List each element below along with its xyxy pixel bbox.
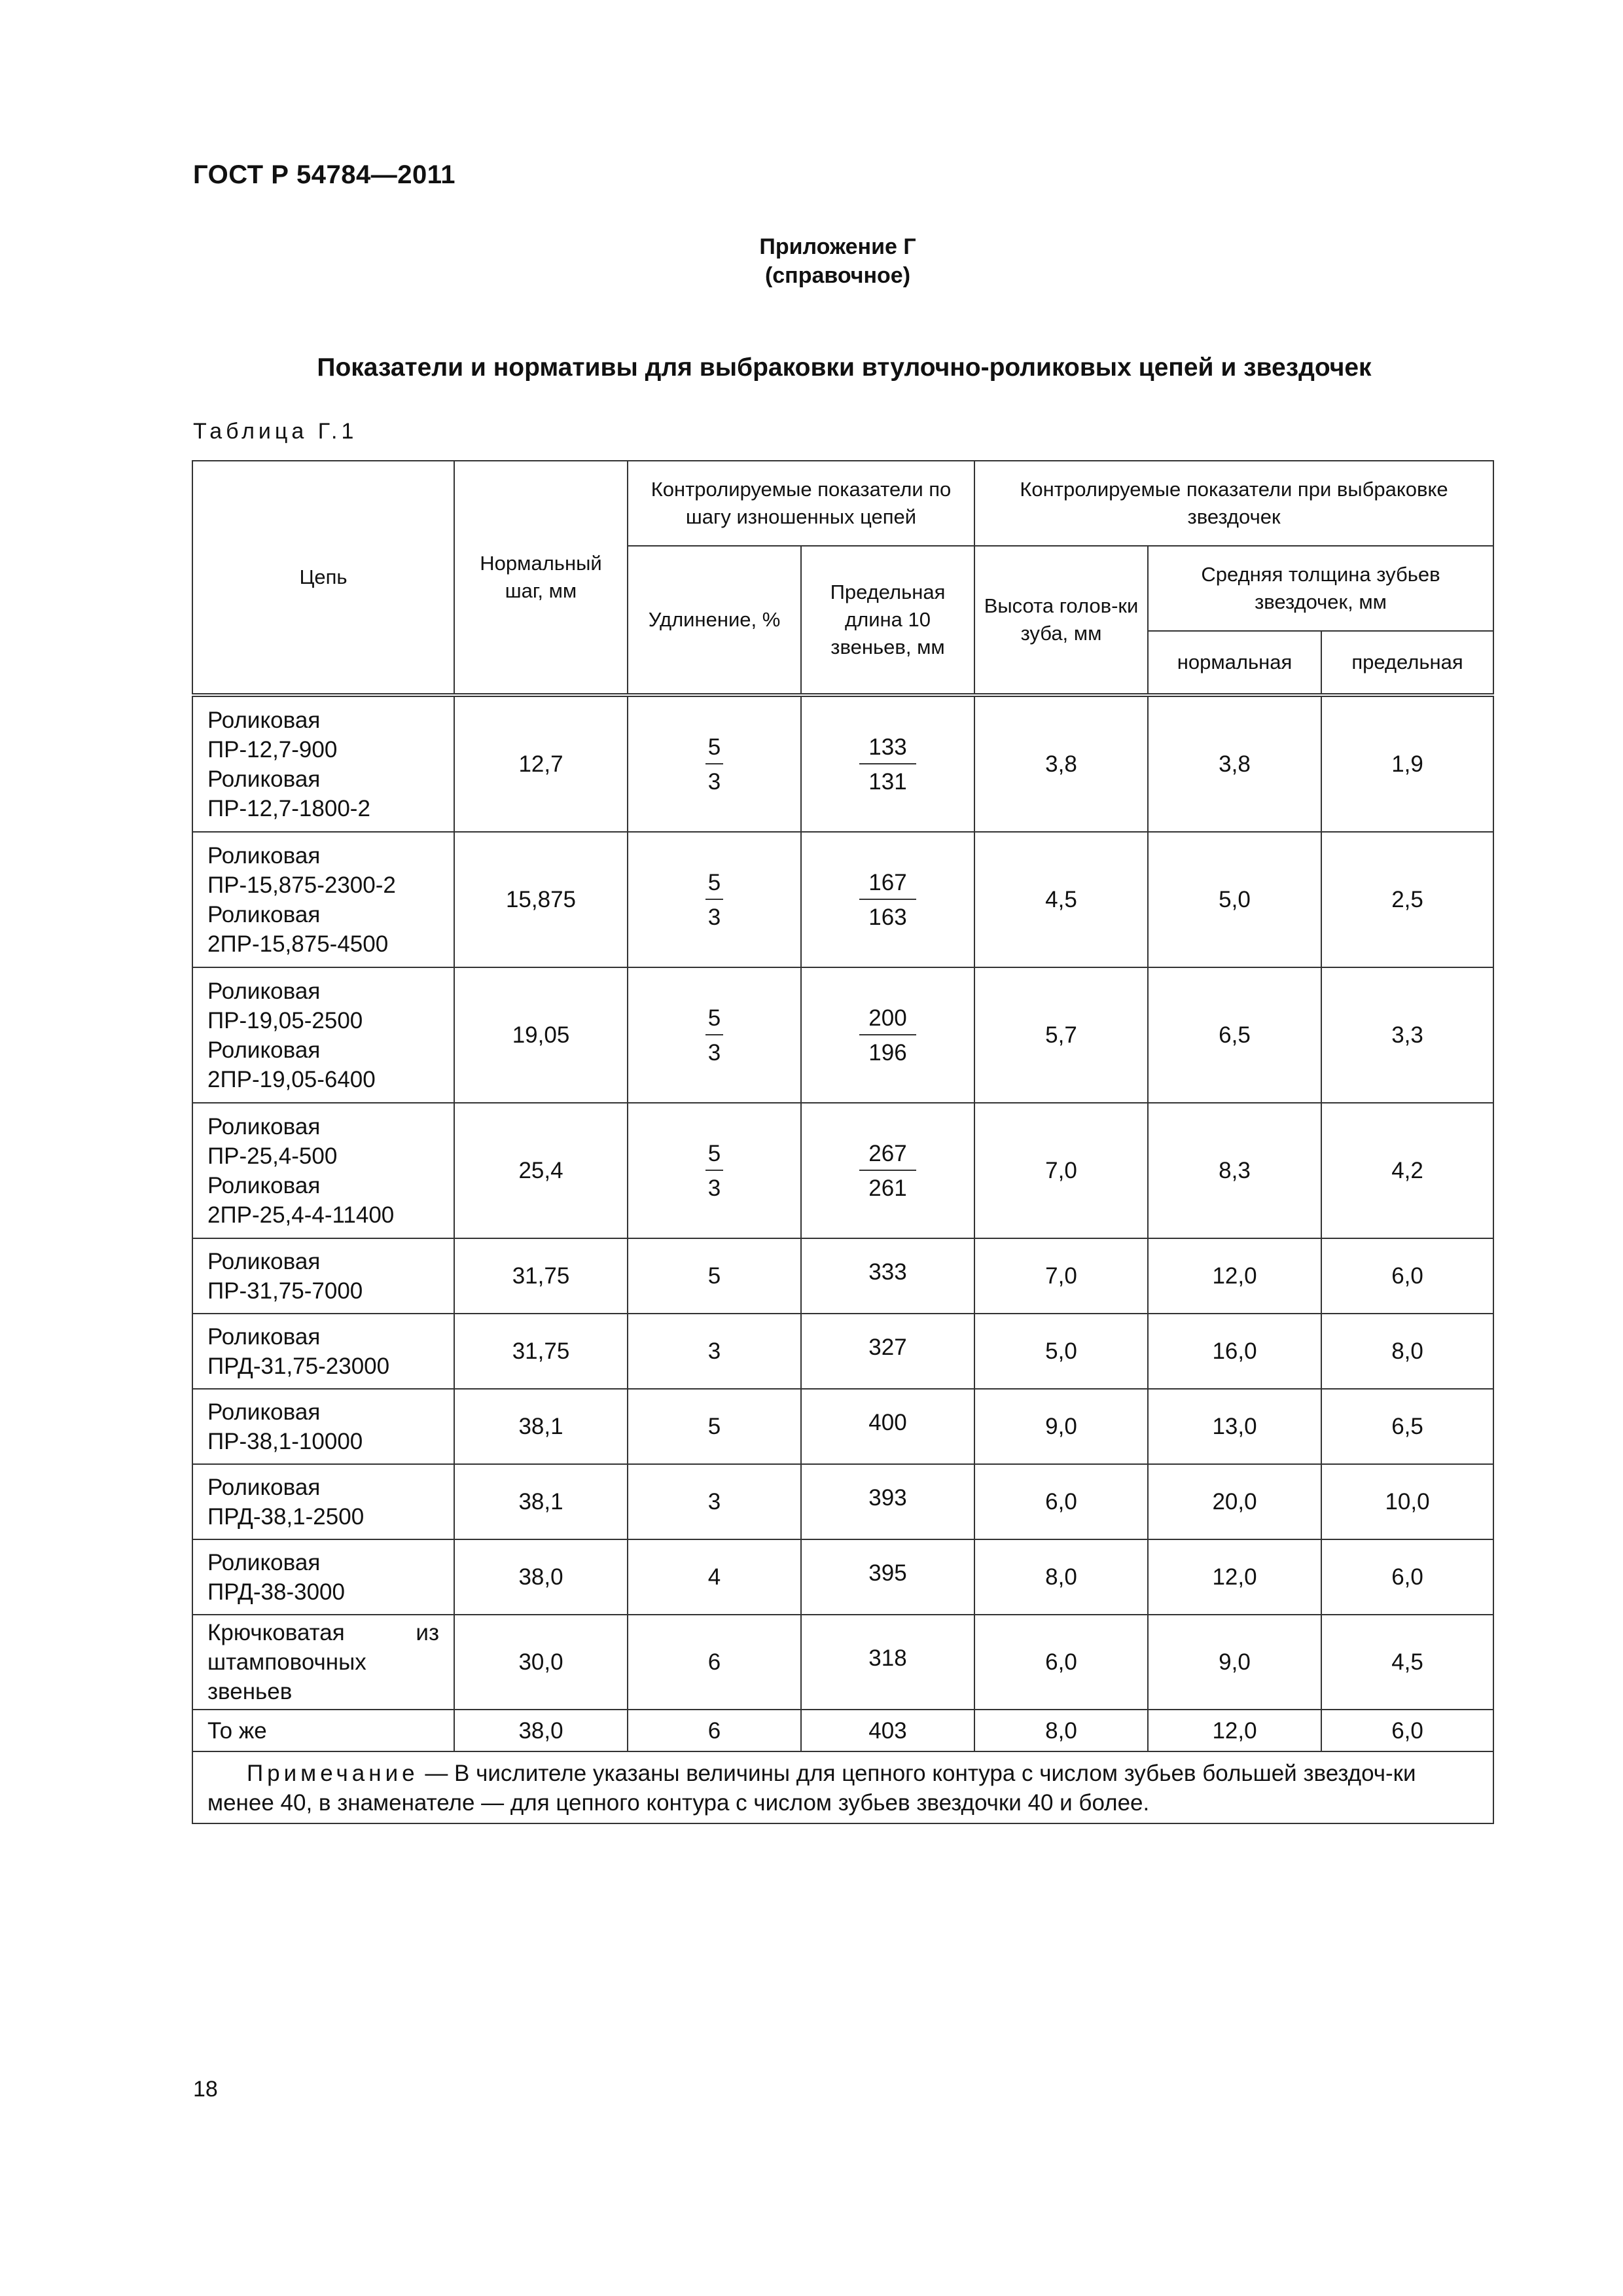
table-note-row [192, 1751, 1493, 1823]
cell-normal: 20,0 [1148, 1464, 1321, 1539]
cell-tooth-height: 4,5 [974, 832, 1148, 967]
cell-chain: Роликовая ПР-19,05-2500 Роликовая 2ПР-19,05-6400 [192, 967, 454, 1103]
cell-normal: 12,0 [1148, 1238, 1321, 1314]
cell-elongation: 3 [628, 1464, 801, 1539]
length-value: 400 [868, 1410, 907, 1435]
cell-limit: 4,2 [1321, 1103, 1493, 1238]
header-limit: предельная [1321, 631, 1493, 695]
header-normal: нормальная [1148, 631, 1321, 695]
cell-elongation: 4 [628, 1539, 801, 1615]
data-table [192, 460, 1494, 1824]
header-pitch: Нормальный шаг, мм [454, 461, 628, 695]
table-row [192, 1539, 1493, 1615]
length-numerator: 200 [859, 1003, 916, 1035]
elongation-denominator: 3 [707, 768, 721, 795]
cell-length [801, 1103, 974, 1238]
elongation-denominator: 3 [707, 1039, 721, 1066]
cell-pitch: 19,05 [454, 967, 628, 1103]
cell-length: 403 [801, 1710, 974, 1751]
cell-tooth-height: 7,0 [974, 1238, 1148, 1314]
cell-limit: 4,5 [1321, 1615, 1493, 1710]
cell-elongation: 5 [628, 1389, 801, 1464]
cell-normal: 13,0 [1148, 1389, 1321, 1464]
elongation-numerator: 5 [705, 1139, 723, 1171]
length-numerator: 167 [859, 868, 916, 900]
table-row [192, 1238, 1493, 1314]
cell-tooth-height: 8,0 [974, 1539, 1148, 1615]
cell-length [801, 1464, 974, 1539]
cell-chain: Роликовая ПРД-31,75-23000 [192, 1314, 454, 1389]
header-chain: Цепь [192, 461, 454, 695]
header-group-chain: Контролируемые показатели по шагу изношенных цепей [628, 461, 974, 546]
cell-elongation: 5 [628, 1238, 801, 1314]
header-thickness: Средняя толщина зубьев звездочек, мм [1148, 546, 1493, 631]
cell-pitch: 38,1 [454, 1464, 628, 1539]
cell-normal: 8,3 [1148, 1103, 1321, 1238]
cell-elongation [628, 967, 801, 1103]
cell-elongation [628, 695, 801, 832]
cell-limit: 3,3 [1321, 967, 1493, 1103]
elongation-numerator: 5 [705, 732, 723, 764]
cell-length [801, 832, 974, 967]
elongation-denominator: 3 [707, 904, 721, 930]
cell-tooth-height: 6,0 [974, 1615, 1148, 1710]
header-tooth-height: Высота голов-ки зуба, мм [974, 546, 1148, 695]
table-row [192, 1389, 1493, 1464]
cell-limit: 6,0 [1321, 1238, 1493, 1314]
cell-elongation: 6 [628, 1615, 801, 1710]
cell-pitch: 38,0 [454, 1710, 628, 1751]
table-row [192, 1103, 1493, 1238]
cell-pitch: 31,75 [454, 1314, 628, 1389]
annex-type: (справочное) [764, 263, 911, 288]
cell-tooth-height: 6,0 [974, 1464, 1148, 1539]
cell-limit: 1,9 [1321, 695, 1493, 832]
cell-normal: 6,5 [1148, 967, 1321, 1103]
cell-pitch: 25,4 [454, 1103, 628, 1238]
cell-chain: Роликовая ПРД-38,1-2500 [192, 1464, 454, 1539]
cell-normal: 5,0 [1148, 832, 1321, 967]
cell-pitch: 15,875 [454, 832, 628, 967]
cell-chain: Роликовая ПР-31,75-7000 [192, 1238, 454, 1314]
length-denominator: 196 [868, 1039, 907, 1066]
cell-pitch: 38,0 [454, 1539, 628, 1615]
cell-tooth-height: 8,0 [974, 1710, 1148, 1751]
document-title: Показатели и нормативы для выбраковки втулочно-роликовых цепей и звездочек [317, 353, 1372, 382]
cell-chain: Роликовая ПР-38,1-10000 [192, 1389, 454, 1464]
cell-chain: Роликовая ПР-15,875-2300-2 Роликовая 2ПР-15,875-4500 [192, 832, 454, 967]
cell-limit: 10,0 [1321, 1464, 1493, 1539]
cell-length [801, 1389, 974, 1464]
header-elongation: Удлинение, % [628, 546, 801, 695]
table-row [192, 967, 1493, 1103]
header-group-sprocket: Контролируемые показатели при выбраковке звездочек [974, 461, 1493, 546]
cell-limit: 6,0 [1321, 1539, 1493, 1615]
length-numerator: 267 [859, 1139, 916, 1171]
cell-normal: 12,0 [1148, 1710, 1321, 1751]
cell-elongation [628, 832, 801, 967]
length-value: 333 [868, 1259, 907, 1285]
annex-label: Приложение Г [759, 234, 916, 259]
table-row [192, 1314, 1493, 1389]
table-row [192, 695, 1493, 832]
standard-id: ГОСТ Р 54784—2011 [193, 160, 455, 189]
table-row [192, 1615, 1493, 1710]
cell-normal: 16,0 [1148, 1314, 1321, 1389]
cell-pitch: 30,0 [454, 1615, 628, 1710]
cell-elongation: 6 [628, 1710, 801, 1751]
cell-elongation: 3 [628, 1314, 801, 1389]
length-denominator: 163 [868, 904, 907, 930]
cell-limit: 6,0 [1321, 1710, 1493, 1751]
cell-tooth-height: 5,0 [974, 1314, 1148, 1389]
table-note [192, 1751, 1493, 1823]
length-denominator: 131 [868, 768, 907, 795]
cell-length [801, 1615, 974, 1710]
cell-chain: Роликовая ПР-12,7-900 Роликовая ПР-12,7-1800-2 [192, 695, 454, 832]
elongation-numerator: 5 [705, 1003, 723, 1035]
table-row [192, 1710, 1493, 1751]
cell-length [801, 1238, 974, 1314]
cell-pitch: 12,7 [454, 695, 628, 832]
note-label: Примечание [247, 1761, 419, 1786]
cell-elongation [628, 1103, 801, 1238]
cell-limit: 2,5 [1321, 832, 1493, 967]
length-value: 393 [868, 1485, 907, 1511]
cell-normal: 3,8 [1148, 695, 1321, 832]
length-value: 327 [868, 1335, 907, 1360]
page-number: 18 [193, 2077, 218, 2102]
cell-tooth-height: 3,8 [974, 695, 1148, 832]
cell-tooth-height: 9,0 [974, 1389, 1148, 1464]
cell-pitch: 31,75 [454, 1238, 628, 1314]
elongation-denominator: 3 [707, 1175, 721, 1201]
note-text: — В числителе указаны величины для цепного контура с числом зубьев большей звездоч-ки менее 40, в знаменателе — для цепного контура с числом зубьев звездочки 40 и более. [207, 1761, 1416, 1816]
cell-limit: 8,0 [1321, 1314, 1493, 1389]
cell-length [801, 1314, 974, 1389]
cell-limit: 6,5 [1321, 1389, 1493, 1464]
length-value: 318 [868, 1645, 907, 1671]
cell-length [801, 967, 974, 1103]
cell-chain: Роликовая ПР-25,4-500 Роликовая 2ПР-25,4-4-11400 [192, 1103, 454, 1238]
length-denominator: 261 [868, 1175, 907, 1201]
cell-tooth-height: 5,7 [974, 967, 1148, 1103]
elongation-numerator: 5 [705, 868, 723, 900]
length-numerator: 133 [859, 732, 916, 764]
cell-tooth-height: 7,0 [974, 1103, 1148, 1238]
cell-chain: Крючковатая из штамповочных звеньев [192, 1615, 454, 1710]
cell-length [801, 695, 974, 832]
cell-chain: Роликовая ПРД-38-3000 [192, 1539, 454, 1615]
table-row [192, 1464, 1493, 1539]
cell-pitch: 38,1 [454, 1389, 628, 1464]
cell-length [801, 1539, 974, 1615]
header-length: Предельная длина 10 звеньев, мм [801, 546, 974, 695]
table-row [192, 832, 1493, 967]
table-caption: Таблица Г.1 [193, 419, 358, 444]
length-value: 395 [868, 1560, 907, 1586]
cell-normal: 12,0 [1148, 1539, 1321, 1615]
cell-normal: 9,0 [1148, 1615, 1321, 1710]
cell-chain: То же [192, 1710, 454, 1751]
